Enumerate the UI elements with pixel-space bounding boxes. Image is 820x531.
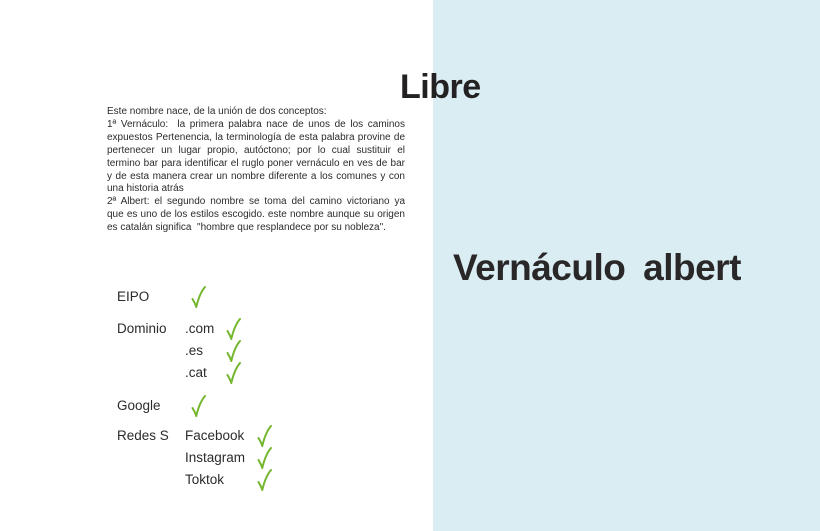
checklist-label: Dominio: [117, 321, 167, 336]
paragraph-line: y de esta manera crear un nombre diferente a los comunes y con: [107, 170, 405, 182]
checklist-label: EIPO: [117, 289, 150, 304]
checklist-label: Google: [117, 398, 161, 413]
checklist-row-gap: [117, 419, 272, 427]
green-checkmark-icon: [257, 447, 272, 469]
checklist-item: [185, 320, 241, 342]
checklist-item-check: [257, 471, 272, 493]
checklist-row-redes: [117, 427, 272, 493]
checklist-items: [185, 397, 206, 419]
page-title-libre: Libre: [400, 68, 481, 106]
paragraph-line: 2ª Albert: el segundo nombre se toma del camino victoriano ya: [107, 196, 405, 208]
green-checkmark-icon: [257, 425, 272, 447]
checklist-item-check: [191, 288, 206, 310]
checklist-item-check: [191, 397, 206, 419]
availability-checklist: [117, 288, 272, 493]
checklist-item-text: .com: [185, 321, 215, 336]
checklist-item-check: [226, 364, 241, 386]
checklist-label: Redes S: [117, 428, 169, 443]
checklist-items: [185, 288, 206, 310]
green-checkmark-icon: [226, 340, 241, 362]
paragraph-line: una historia atrás: [107, 183, 184, 195]
checklist-row-google: [117, 397, 272, 419]
checklist-item: [185, 427, 272, 449]
checklist-item-check: [226, 342, 241, 364]
paragraph-line: Este nombre nace, de la unión de dos conceptos:: [107, 106, 327, 117]
checklist-item-text: Facebook: [185, 428, 245, 443]
checklist-item: [185, 364, 241, 386]
paragraph-line: pertenecer un lugar propio, autóctono; por lo cual sustituir el: [107, 144, 405, 156]
checklist-item: [185, 471, 272, 493]
checklist-item: [185, 342, 241, 364]
checklist-row-dominio: [117, 320, 272, 386]
naming-rationale-paragraph: [107, 106, 405, 235]
paragraph-line: 1ª Vernáculo: la primera palabra nace de unos de los caminos: [107, 118, 405, 130]
paragraph-line: termino bar para identificar el ruglo poner vernáculo en ves de bar: [107, 157, 405, 169]
checklist-row-gap: [117, 310, 272, 320]
green-checkmark-icon: [191, 286, 206, 308]
brand-name-title: Vernáculo albert: [453, 247, 741, 288]
paragraph-line: expuestos Pertenencia, la terminología de esta palabra provine de: [107, 131, 405, 143]
green-checkmark-icon: [191, 395, 206, 417]
checklist-item: [185, 449, 272, 471]
paragraph-line: que es uno de los estilos escogido. este nombre aunque su origen: [107, 209, 405, 221]
checklist-item-text: Instagram: [185, 450, 246, 465]
paragraph-line: es catalán significa "hombre que resplandece por su nobleza".: [107, 222, 386, 234]
checklist-item-text: .es: [185, 343, 204, 358]
checklist-item-text: .cat: [185, 365, 207, 380]
checklist-item-text: Toktok: [185, 472, 225, 487]
checklist-row-eipo: [117, 288, 272, 310]
green-checkmark-icon: [226, 318, 241, 340]
checklist-item-check: [226, 320, 241, 342]
checklist-items: [185, 427, 272, 493]
checklist-item-check: [257, 449, 272, 471]
checklist-item-check: [257, 427, 272, 449]
checklist-items: [185, 320, 241, 386]
green-checkmark-icon: [226, 362, 241, 384]
checklist-item: [185, 397, 206, 419]
checklist-item: [185, 288, 206, 310]
green-checkmark-icon: [257, 469, 272, 491]
